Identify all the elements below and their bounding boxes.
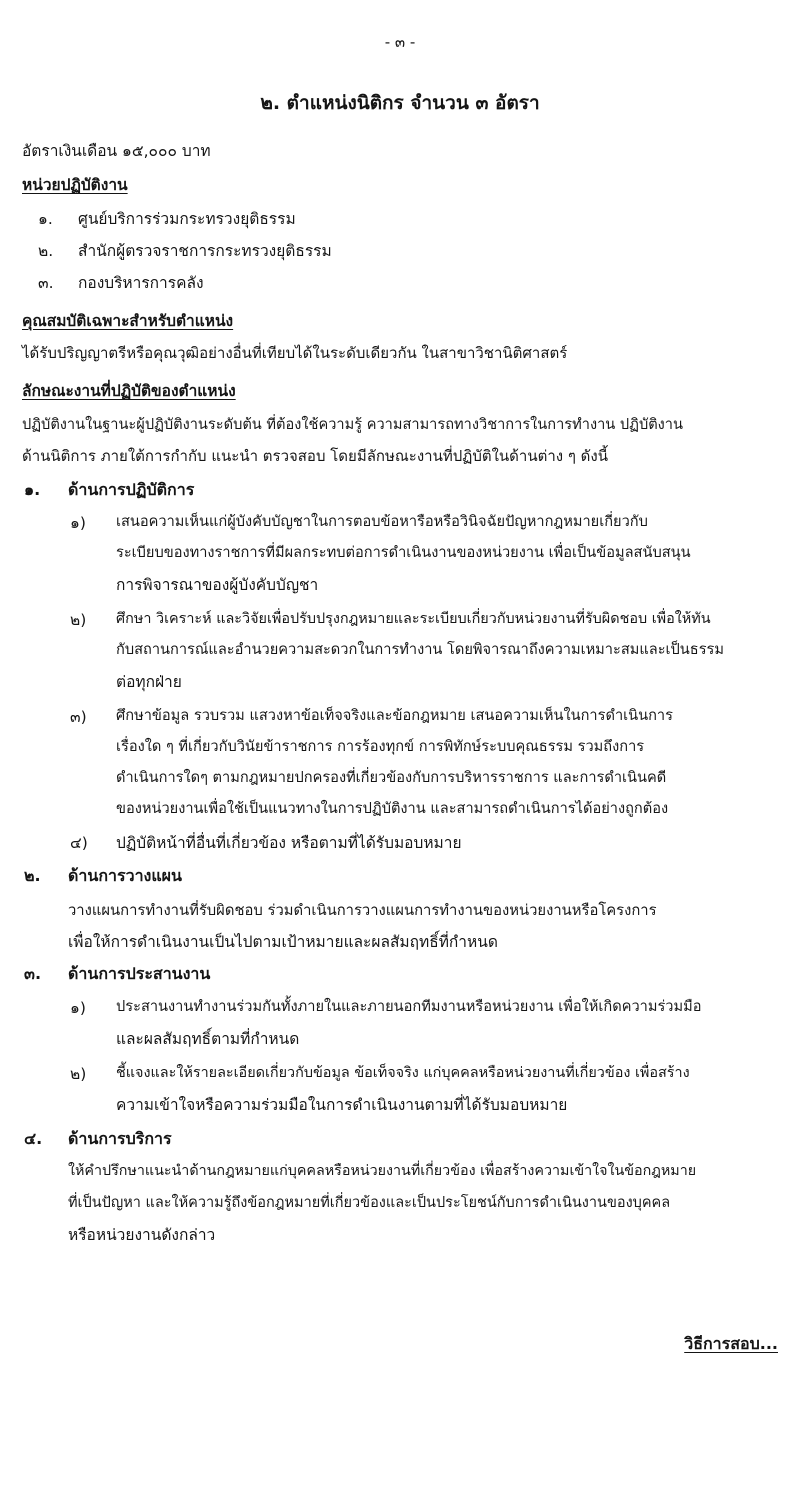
sub-item-line: กับสถานการณ์และอำนวยความสะดวกในการทำงาน โดยพิจารณาถึงความเหมาะสมและเป็นธรรม (116, 641, 724, 658)
sub-item-line: ปฏิบัติหน้าที่อื่นที่เกี่ยวข้อง หรือตามที่ได้รับมอบหมาย (116, 834, 462, 852)
unit-text: สำนักผู้ตรวจราชการกระทรวงยุติธรรม (78, 242, 332, 260)
salary-line: อัตราเงินเดือน ๑๕,๐๐๐ บาท (22, 142, 211, 160)
sub-item-num: ๔) (70, 834, 88, 852)
section-heading (24, 1127, 172, 1152)
sub-item-line: ประสานงานทำงานร่วมกันทั้งภายในและภายนอกทีมงานหรือหน่วยงาน เพื่อให้เกิดความร่วมมือ (116, 998, 702, 1015)
section-line: เพื่อให้การดำเนินงานเป็นไปตามเป้าหมายและผลสัมฤทธิ์ที่กำหนด (68, 933, 498, 951)
unit-text: ศูนย์บริการร่วมกระทรวงยุติธรรม (78, 210, 296, 228)
sub-item-line: ศึกษา วิเคราะห์ และวิจัยเพื่อปรับปรุงกฎหมายและระเบียบเกี่ยวกับหน่วยงานที่รับผิดชอบ เพื่อให้ทัน (116, 611, 711, 627)
sub-item-line: ระเบียบของทางราชการที่มีผลกระทบต่อการดำเนินงานของหน่วยงาน เพื่อเป็นข้อมูลสนับสนุน (116, 544, 691, 561)
section-title: ด้านการประสานงาน (68, 964, 211, 983)
sub-item-line: ดำเนินการใดๆ ตามกฎหมายปกครองที่เกี่ยวข้องกับการบริหารราชการ และการดำเนินคดี (116, 769, 667, 786)
unit-num: ๒. (38, 242, 54, 260)
sub-item-num: ๒) (70, 1065, 87, 1083)
duties-intro-line: ด้านนิติการ ภายใต้การกำกับ แนะนำ ตรวจสอบ โดยมีลักษณะงานที่ปฏิบัติในด้านต่าง ๆ ดังนี้ (22, 447, 608, 465)
unit-item (38, 206, 296, 231)
section-title: ด้านการวางแผน (68, 866, 182, 885)
section-num: ๑. (24, 480, 41, 499)
sub-item-num: ๓) (70, 708, 87, 726)
sub-item-num: ๑) (70, 999, 86, 1017)
section-title: ด้านการบริการ (68, 1129, 172, 1148)
sub-item-line: ชี้แจงและให้รายละเอียดเกี่ยวกับข้อมูล ข้อเท็จจริง แก่บุคคลหรือหน่วยงานที่เกี่ยวข้อง เพื่อสร้าง (116, 1065, 690, 1081)
duties-title: ลักษณะงานที่ปฏิบัติของตำแหน่ง (22, 382, 236, 400)
page-number: - ๓ - (384, 33, 416, 51)
sub-item-line: และผลสัมฤทธิ์ตามที่กำหนด (116, 1030, 300, 1048)
section-num: ๒. (24, 866, 41, 885)
sub-item-line: ต่อทุกฝ่าย (116, 673, 182, 691)
unit-item (38, 270, 204, 295)
unit-num: ๑. (38, 210, 53, 228)
section-heading (24, 478, 194, 503)
duties-intro-line: ปฏิบัติงานในฐานะผู้ปฏิบัติงานระดับต้น ที่ต้องใช้ความรู้ ความสามารถทางวิชาการในการทำงาน ปฏิบัติงาน (22, 416, 683, 433)
sub-item-line: ความเข้าใจหรือความร่วมมือในการดำเนินงานตามที่ได้รับมอบหมาย (116, 1096, 568, 1114)
position-heading: ๒. ตำแหน่งนิติกร จำนวน ๓ อัตรา (260, 92, 540, 114)
section-heading (24, 962, 210, 987)
section-line: หรือหน่วยงานดังกล่าว (68, 1226, 216, 1244)
sub-item-num: ๒) (70, 611, 87, 629)
section-num: ๔. (24, 1129, 43, 1148)
section-title: ด้านการปฏิบัติการ (68, 480, 195, 499)
qualifications-title: คุณสมบัติเฉพาะสำหรับตำแหน่ง (22, 312, 234, 330)
qualifications-text: ได้รับปริญญาตรีหรือคุณวุฒิอย่างอื่นที่เทียบได้ในระดับเดียวกัน ในสาขาวิชานิติศาสตร์ (22, 344, 568, 362)
unit-text: กองบริหารการคลัง (78, 274, 204, 292)
section-heading (24, 864, 182, 889)
section-line: ให้คำปรึกษาแนะนำด้านกฎหมายแก่บุคคลหรือหน่วยงานที่เกี่ยวข้อง เพื่อสร้างความเข้าใจในข้อกฎหมาย (68, 1163, 697, 1179)
sub-item-line: การพิจารณาของผู้บังคับบัญชา (116, 576, 319, 594)
unit-num: ๓. (38, 274, 54, 292)
sub-item-line: ศึกษาข้อมูล รวบรวม แสวงหาข้อเท็จจริงและข้อกฎหมาย เสนอความเห็นในการดำเนินการ (116, 707, 673, 724)
section-line: ที่เป็นปัญหา และให้ความรู้ถึงข้อกฎหมายที่เกี่ยวข้องและเป็นประโยชน์กับการดำเนินงานของบุคคล (68, 1195, 671, 1211)
section-line: วางแผนการทำงานที่รับผิดชอบ ร่วมดำเนินการวางแผนการทำงานของหน่วยงานหรือโครงการ (68, 902, 657, 919)
continuation-note: วิธีการสอบ... (684, 1334, 778, 1353)
section-num: ๓. (24, 964, 42, 983)
sub-item-num: ๑) (70, 514, 86, 532)
units-title: หน่วยปฏิบัติงาน (22, 176, 128, 194)
unit-item (38, 238, 332, 263)
sub-item-line: เรื่องใด ๆ ที่เกี่ยวกับวินัยข้าราชการ การร้องทุกข์ การพิทักษ์ระบบคุณธรรม รวมถึงการ (116, 738, 645, 755)
sub-item-line: ของหน่วยงานเพื่อใช้เป็นแนวทางในการปฏิบัติงาน และสามารถดำเนินการได้อย่างถูกต้อง (116, 800, 669, 817)
sub-item-line: เสนอความเห็นแก่ผู้บังคับบัญชาในการตอบข้อหารือหรือวินิจฉัยปัญหากฎหมายเกี่ยวกับ (116, 513, 648, 530)
